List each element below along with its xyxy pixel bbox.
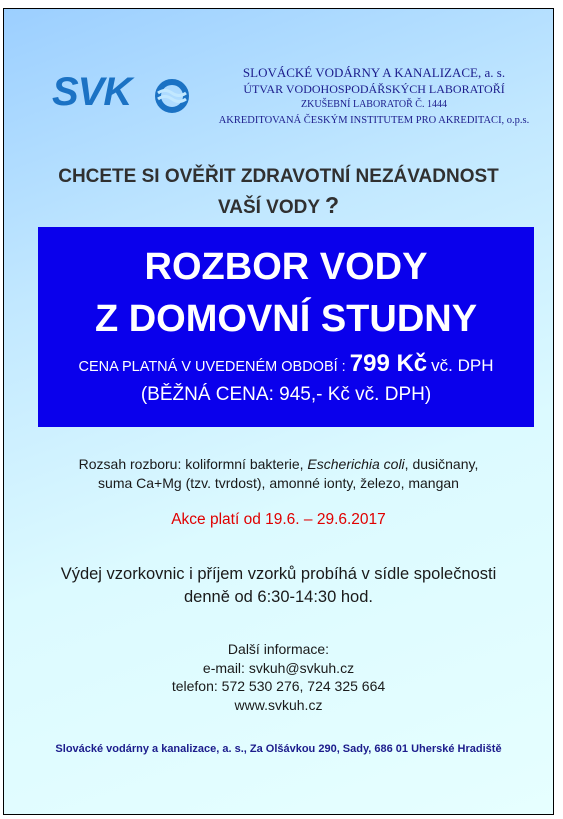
question-mark: ?	[324, 192, 340, 218]
normal-price: (BĚŽNÁ CENA: 945,- Kč vč. DPH)	[140, 384, 432, 405]
scope-line1	[4, 455, 553, 474]
info-heading: Další informace:	[227, 641, 330, 657]
offer-box	[38, 227, 534, 427]
pickup-line2: denně od 6:30-14:30 hod.	[183, 588, 373, 606]
offer-title2: Z DOMOVNÍ STUDNY	[94, 298, 478, 340]
poster	[3, 8, 554, 815]
footer-address: Slovácké vodárny a kanalizace, a. s., Za Olšávkou 290, Sady, 686 01 Uherské Hradiště	[55, 743, 502, 755]
info-email[interactable]: e-mail: svkuh@svkuh.cz	[202, 659, 355, 676]
svk-logo	[52, 70, 202, 118]
logo-text: SVK	[52, 70, 132, 114]
pickup-info	[4, 563, 553, 609]
price-row	[38, 349, 534, 382]
company-department: ÚTVAR VODOHOSPODÁŘSKÝCH LABORATOŘÍ	[243, 82, 505, 96]
question-line2-wrap	[4, 191, 553, 222]
wave-circle-logo-icon	[150, 74, 194, 118]
company-name: SLOVÁCKÉ VODÁRNY A KANALIZACE, a. s.	[242, 65, 506, 80]
company-lab: ZKUŠEBNÍ LABORATOŘ Č. 1444	[301, 99, 447, 110]
scope-line2: suma Ca+Mg (tzv. tvrdost), amonné ionty, železo, mangan	[98, 475, 459, 491]
contact-info	[4, 640, 553, 714]
info-web[interactable]: www.svkuh.cz	[234, 696, 323, 713]
question-line2: VAŠÍ VODY	[217, 197, 320, 218]
scope-suffix: , dusičnany,	[404, 456, 479, 472]
analysis-scope	[4, 455, 553, 493]
price-label: CENA PLATNÁ V UVEDENÉM OBDOBÍ :	[78, 359, 350, 375]
company-header	[204, 65, 544, 129]
promo-dates: Akce platí od 19.6. – 29.6.2017	[171, 511, 386, 528]
offer-title1: ROZBOR VODY	[144, 246, 428, 288]
scope-prefix: Rozsah rozboru: koliformní bakterie,	[78, 456, 308, 472]
pickup-line1: Výdej vzorkovnic i příjem vzorků probíhá v sídle společnosti	[60, 565, 497, 583]
scope-italic: Escherichia coli	[307, 456, 405, 472]
company-accreditation: AKREDITOVANÁ ČESKÝM INSTITUTEM PRO AKREDITACI, o.p.s.	[218, 115, 530, 126]
price-value: 799 Kč	[349, 350, 428, 377]
price-suffix: vč. DPH	[431, 356, 494, 375]
question-heading	[4, 162, 553, 222]
question-line1: CHCETE SI OVĚŘIT ZDRAVOTNÍ NEZÁVADNOST	[58, 166, 499, 187]
info-phone: telefon: 572 530 276, 724 325 664	[171, 678, 386, 694]
